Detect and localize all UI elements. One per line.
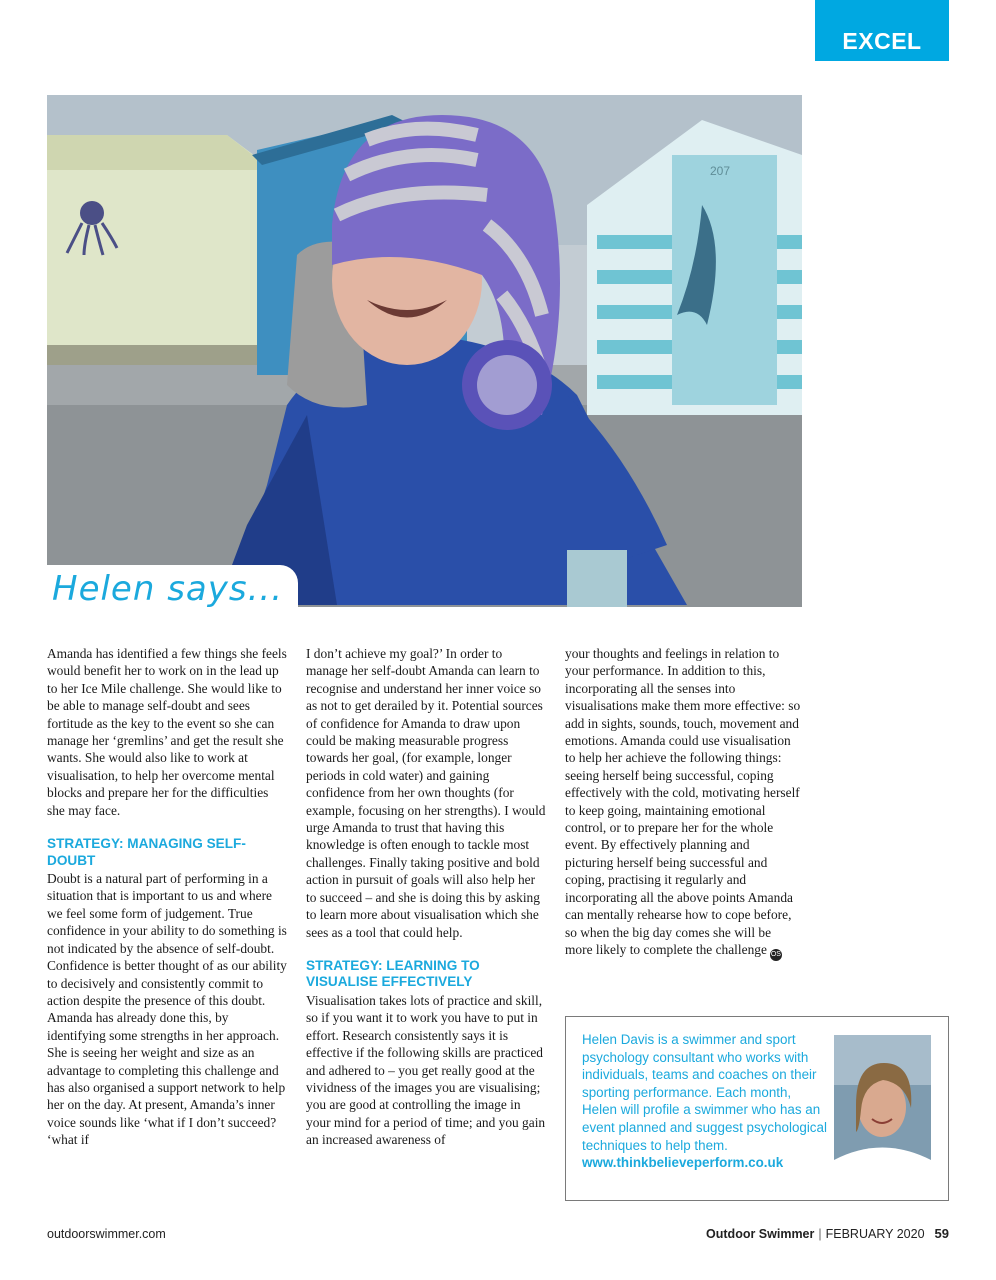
paragraph bbox=[565, 645, 801, 961]
bio-text: Helen Davis is a swimmer and sport psychology consultant who works with individuals, teams and coaches on their sporting performance. Each month, Helen will profile a swimmer who has an event planned and suggest psychological techniques to help them. bbox=[582, 1032, 827, 1153]
paragraph: Doubt is a natural part of performing in a situation that is important to us and where we feel some form of judgement. True confidence in your ability to do something is not indicated by the absence of self-doubt. Confidence is better thought of as our ability to decisively and consistently commit to action despite the presence of this doubt. Amanda has already done this, by identifying some strengths in her approach. She is seeing her weight and size as an advantage to completing this challenge and has also organised a support network to help her on the day. At present, Amanda’s inner voice sounds like ‘what if I don’t succeed? ‘what if bbox=[47, 871, 287, 1148]
page-number: 59 bbox=[934, 1226, 949, 1241]
footer-website: outdoorswimmer.com bbox=[47, 1227, 166, 1241]
paragraph-text: your thoughts and feelings in relation to your performance. In addition to this, incorporating all the senses into visualisations make them more effective: so add in sights, sounds, touch, movement and emotions. Amanda could use visualisation to help her achieve the following things: seeing herself being successful, coping effectively with the cold, motivating herself to keep going, maintaining emotional control, or to prepare her for the whole event. By effectively planning and picturing herself being successful and coping, practising it regularly and incorporating all the above points Amanda can mentally rehearse how to cope before, so when the big day comes she will be more likely to complete the challenge bbox=[565, 646, 801, 957]
article-column-2 bbox=[306, 645, 546, 1149]
paragraph: I don’t achieve my goal?’ In order to manage her self-doubt Amanda can learn to recognise and understand her inner voice so as not to get derailed by it. Potential sources of confidence for Amanda to draw upon could be making measurable progress towards her goal, (for example, longer periods in cold water) and gaining confidence from her own thoughts (for example, focusing on her strengths). I would urge Amanda to trust that having this knowledge is often enough to tackle most challenges. Finally taking positive and bold action in pursuit of goals will also help her to succeed – and she is doing this by asking to learn more about visualisation which she sees as a tool that could help. bbox=[306, 646, 546, 940]
hut-number: 207 bbox=[710, 164, 731, 178]
paragraph: Amanda has identified a few things she feels would benefit her to work on in the lead up to her Ice Mile challenge. She would like to be able to manage self-doubt and sees fortitude as the key to the event so she can manage her ‘gremlins’ and get the result she wants. She would also like to work at visualisation, to help her overcome mental blocks and prepare her for the difficulties she may face. bbox=[47, 646, 287, 818]
section-heading: STRATEGY: LEARNING TO VISUALISE EFFECTIVELY bbox=[306, 957, 480, 990]
section-heading: STRATEGY: MANAGING SELF-DOUBT bbox=[47, 836, 246, 868]
author-bio-box bbox=[565, 1016, 949, 1201]
author-photo bbox=[834, 1035, 931, 1187]
section-label: EXCEL bbox=[842, 28, 922, 54]
feature-photo bbox=[47, 95, 802, 607]
footer-issue-info bbox=[706, 1226, 949, 1241]
paragraph: Visualisation takes lots of practice and skill, so if you want it to work you have to put in effort. Research consistently says it is effective if the following skills are practiced and adhered to – you get really good at the vividness of the images you are visualising; you are good at controlling the image in your mind for a period of time; and you gain an increased awareness of bbox=[306, 992, 546, 1148]
issue-date: FEBRUARY 2020 bbox=[825, 1227, 925, 1241]
magazine-name: Outdoor Swimmer bbox=[706, 1227, 815, 1241]
article-column-3 bbox=[565, 645, 801, 961]
callout-title: Helen says... bbox=[52, 569, 284, 609]
website-link[interactable]: www.thinkbelieveperform.co.uk bbox=[582, 1155, 784, 1171]
helen-says-callout bbox=[32, 565, 298, 627]
end-mark-icon: OS bbox=[770, 949, 782, 961]
footer-separator: | bbox=[818, 1227, 822, 1241]
section-tab bbox=[815, 0, 949, 61]
article-column-1 bbox=[47, 645, 287, 1149]
author-bio bbox=[582, 1031, 827, 1172]
